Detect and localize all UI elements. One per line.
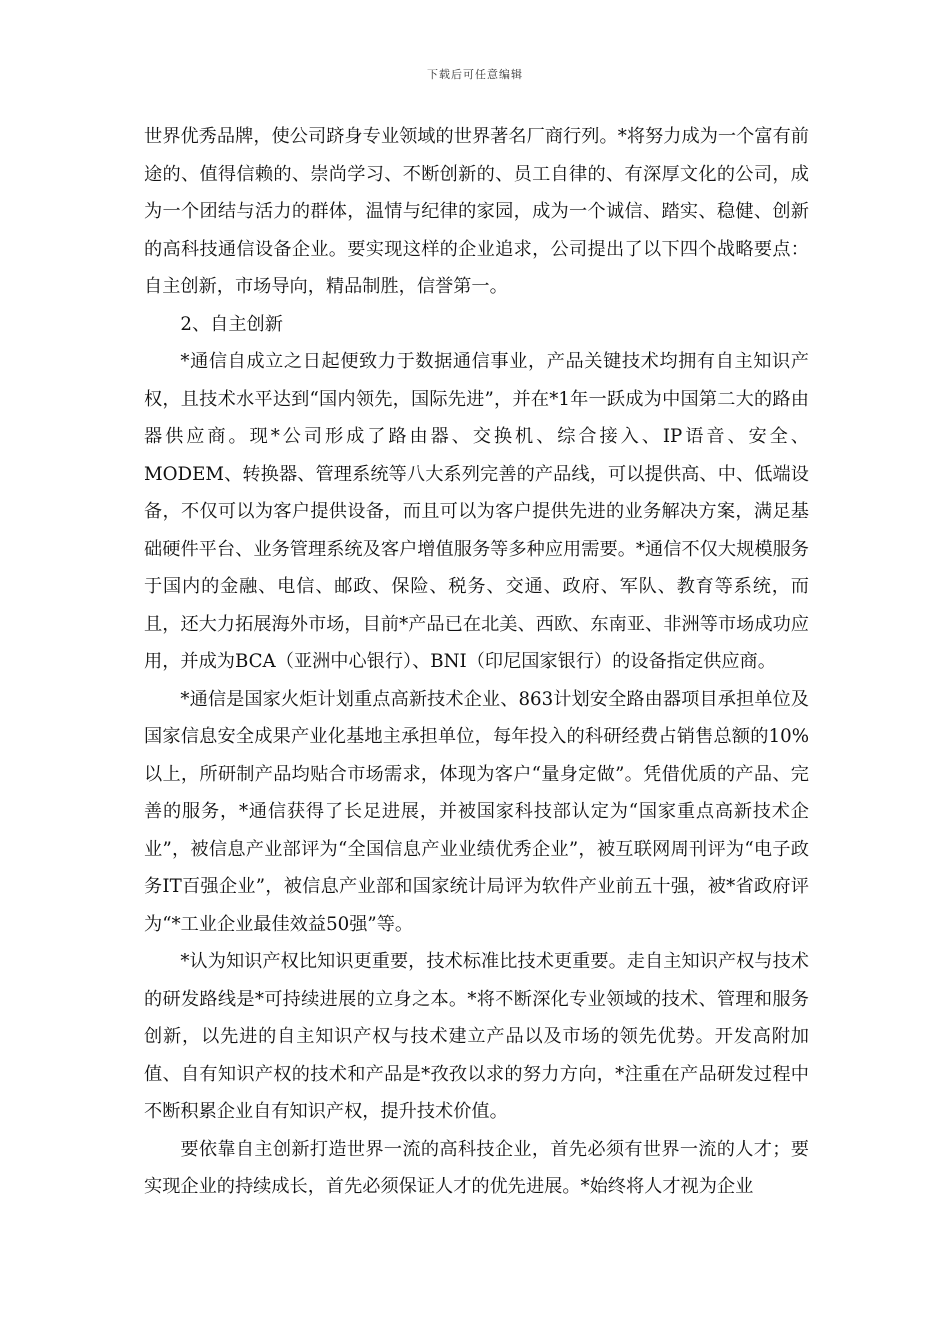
paragraph-5: 要依靠自主创新打造世界一流的高科技企业，首先必须有世界一流的人才；要实现企业的持续成长，首先必须保证人才的优先进展。*始终将人才视为企业 [144,1138,809,1197]
page-header: 下载后可任意编辑 [427,68,523,81]
section-heading: 2、自主创新 [180,313,283,335]
document-body [144,118,809,1206]
paragraph-2: *通信自成立之日起便致力于数据通信事业，产品关键技术均拥有自主知识产权，且技术水平达到“国内领先，国际先进”，并在*1年一跃成为中国第二大的路由器供应商。现*公司形成了路由器、交换机、综合接入、IP语音、安全、MODEM、转换器、管理系统等八大系列完善的产品线，可以提供高、中、低端设备，不仅可以为客户提供设备，而且可以为客户提供先进的业务解决方案，满足基础硬件平台、业务管理系统及客户增值服务等多种应用需要。*通信不仅大规模服务于国内的金融、电信、邮政、保险、税务、交通、政府、军队、教育等系统，而且，还大力拓展海外市场，目前*产品已在北美、西欧、东南亚、非洲等市场成功应用，并成为BCA（亚洲中心银行）、BNI（印尼国家银行）的设备指定供应商。 [144,351,809,672]
paragraph-3: *通信是国家火炬计划重点高新技术企业、863计划安全路由器项目承担单位及国家信息安全成果产业化基地主承担单位，每年投入的科研经费占销售总额的10%以上，所研制产品均贴合市场需求，体现为客户“量身定做”。凭借优质的产品、完善的服务，*通信获得了长足进展，并被国家科技部认定为“国家重点高新技术企业”，被信息产业部评为“全国信息产业业绩优秀企业”，被互联网周刊评为“电子政务IT百强企业”，被信息产业部和国家统计局评为软件产业前五十强，被*省政府评为“*工业企业最佳效益50强”等。 [144,688,809,935]
paragraph-1: 世界优秀品牌，使公司跻身专业领域的世界著名厂商行列。*将努力成为一个富有前途的、值得信赖的、崇尚学习、不断创新的、员工自律的、有深厚文化的公司，成为一个团结与活力的群体，温情与纪律的家园，成为一个诚信、踏实、稳健、创新的高科技通信设备企业。要实现这样的企业追求，公司提出了以下四个战略要点：自主创新，市场导向，精品制胜，信誉第一。 [144,126,809,297]
paragraph-4: *认为知识产权比知识更重要，技术标准比技术更重要。走自主知识产权与技术的研发路线是*可持续进展的立身之本。*将不断深化专业领域的技术、管理和服务创新，以先进的自主知识产权与技术建立产品以及市场的领先优势。开发高附加值、自有知识产权的技术和产品是*孜孜以求的努力方向，*注重在产品研发过程中不断积累企业自有知识产权，提升技术价值。 [144,951,809,1122]
